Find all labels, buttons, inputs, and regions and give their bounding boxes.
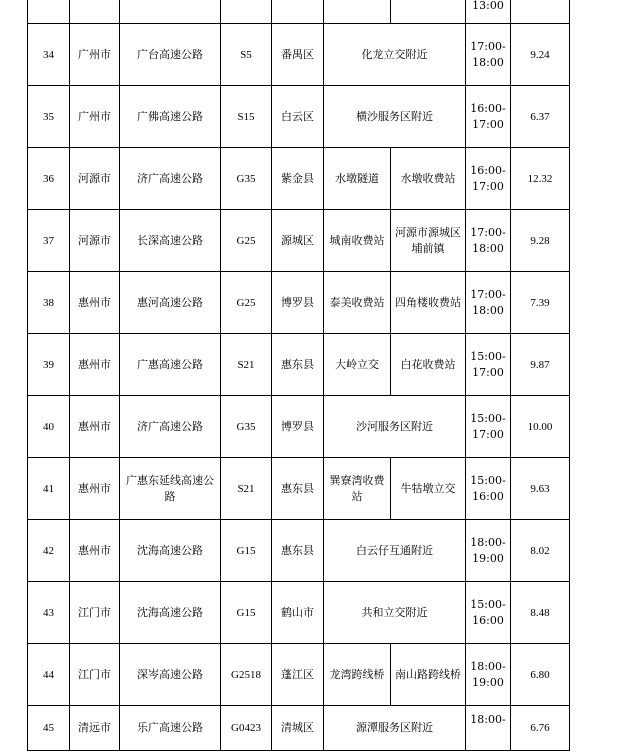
road-cell: 广台高速公路 — [120, 24, 221, 86]
time-range-cell — [466, 520, 511, 582]
city-cell: 惠州市 — [70, 520, 120, 582]
road-cell: 乐广高速公路 — [120, 706, 221, 751]
time-range-cell — [466, 0, 511, 24]
time-range-cell — [466, 582, 511, 644]
location-start-cell: 水墩隧道 — [324, 148, 391, 210]
city-cell: 河源市 — [70, 210, 120, 272]
time-end: 16:00 — [472, 613, 504, 627]
time-start: 17:00- — [470, 39, 506, 53]
value-cell: 8.48 — [511, 582, 570, 644]
seq-cell: 41 — [28, 458, 70, 520]
road-cell: 长深高速公路 — [120, 210, 221, 272]
location-end-cell: 牛牯墩立交 — [391, 458, 466, 520]
city-cell: 惠州市 — [70, 458, 120, 520]
district-cell: 惠东县 — [272, 334, 324, 396]
congestion-table — [27, 0, 570, 751]
district-cell: 紫金县 — [272, 148, 324, 210]
time-range-cell — [466, 458, 511, 520]
road-cell: 广佛高速公路 — [120, 86, 221, 148]
city-cell: 惠州市 — [70, 272, 120, 334]
time-start: 17:00- — [470, 287, 506, 301]
seq-cell: 42 — [28, 520, 70, 582]
city-cell: 惠州市 — [70, 396, 120, 458]
value-cell: 9.24 — [511, 24, 570, 86]
time-start: 18:00- — [470, 713, 506, 726]
city-cell: 江门市 — [70, 644, 120, 706]
road-cell: 广惠高速公路 — [120, 334, 221, 396]
road-cell: 惠河高速公路 — [120, 272, 221, 334]
district-cell: 博罗县 — [272, 396, 324, 458]
location-cell: 横沙服务区附近 — [324, 86, 466, 148]
time-start: 15:00- — [470, 411, 506, 425]
road-code-cell: G25 — [221, 272, 272, 334]
road-code-cell: S21 — [221, 334, 272, 396]
time-end: 17:00 — [472, 427, 504, 441]
time-end: 16:00 — [472, 489, 504, 503]
value-cell: 8.02 — [511, 520, 570, 582]
district-cell: 白云区 — [272, 86, 324, 148]
road-code-cell: G35 — [221, 396, 272, 458]
road-cell: 济广高速公路 — [120, 396, 221, 458]
location-end-cell: 白花收费站 — [391, 334, 466, 396]
city-cell: 江门市 — [70, 582, 120, 644]
time-range-cell — [466, 396, 511, 458]
time-end: 19:00 — [472, 551, 504, 565]
value-cell: 6.76 — [511, 706, 570, 751]
location-end-cell — [391, 0, 466, 24]
road-code-cell: G2518 — [221, 644, 272, 706]
time-range-cell — [466, 706, 511, 751]
time-end: 17:00 — [472, 179, 504, 193]
district-cell: 惠东县 — [272, 520, 324, 582]
road-code-cell: S21 — [221, 458, 272, 520]
time-range-cell — [466, 24, 511, 86]
road-code-cell: G0423 — [221, 706, 272, 751]
location-cell: 共和立交附近 — [324, 582, 466, 644]
time-range-cell — [466, 644, 511, 706]
city-cell: 河源市 — [70, 148, 120, 210]
time-start: 16:00- — [470, 101, 506, 115]
table-row — [28, 86, 570, 148]
location-start-cell: 城南收费站 — [324, 210, 391, 272]
time-end: 18:00 — [472, 303, 504, 317]
location-end-cell: 四角楼收费站 — [391, 272, 466, 334]
location-end-cell: 水墩收费站 — [391, 148, 466, 210]
location-cell: 白云仔互通附近 — [324, 520, 466, 582]
table-row — [28, 210, 570, 272]
table-row — [28, 644, 570, 706]
time-start: 18:00- — [470, 659, 506, 673]
location-start-cell: 龙湾跨线桥 — [324, 644, 391, 706]
location-cell: 化龙立交附近 — [324, 24, 466, 86]
table-body — [28, 0, 570, 751]
time-range-cell — [466, 86, 511, 148]
seq-cell: 43 — [28, 582, 70, 644]
district-cell: 鹤山市 — [272, 582, 324, 644]
time-start: 15:00- — [470, 349, 506, 363]
seq-cell: 44 — [28, 644, 70, 706]
table-row — [28, 334, 570, 396]
time-end: 18:00 — [472, 241, 504, 255]
time-start: 15:00- — [470, 597, 506, 611]
city-cell: 清远市 — [70, 706, 120, 751]
time-range-cell — [466, 210, 511, 272]
seq-cell: 38 — [28, 272, 70, 334]
location-end-cell: 河源市源城区埔前镇 — [391, 210, 466, 272]
time-range-cell — [466, 334, 511, 396]
city-cell: 广州市 — [70, 86, 120, 148]
road-code-cell: S15 — [221, 86, 272, 148]
table-row — [28, 520, 570, 582]
time-start: 15:00- — [470, 473, 506, 487]
road-cell: 济广高速公路 — [120, 148, 221, 210]
location-start-cell: 泰美收费站 — [324, 272, 391, 334]
district-cell: 蓬江区 — [272, 644, 324, 706]
seq-cell: 36 — [28, 148, 70, 210]
value-cell: 9.87 — [511, 334, 570, 396]
district-cell: 清城区 — [272, 706, 324, 751]
time-start: 16:00- — [470, 163, 506, 177]
value-cell: 10.00 — [511, 396, 570, 458]
value-cell: 6.80 — [511, 644, 570, 706]
road-cell — [120, 0, 221, 24]
seq-cell: 34 — [28, 24, 70, 86]
road-code-cell: G15 — [221, 520, 272, 582]
city-cell: 广州市 — [70, 24, 120, 86]
time-end: 19:00 — [472, 675, 504, 689]
location-cell: 沙河服务区附近 — [324, 396, 466, 458]
district-cell: 源城区 — [272, 210, 324, 272]
value-cell: 7.39 — [511, 272, 570, 334]
road-code-cell: G15 — [221, 582, 272, 644]
time-end: 17:00 — [472, 365, 504, 379]
value-cell: 9.63 — [511, 458, 570, 520]
table-row — [28, 148, 570, 210]
seq-cell: 37 — [28, 210, 70, 272]
road-cell: 广惠东延线高速公路 — [120, 458, 221, 520]
seq-cell — [28, 0, 70, 24]
time-range-cell — [466, 272, 511, 334]
time-start: 17:00- — [470, 225, 506, 239]
value-cell — [511, 0, 570, 24]
location-cell: 源潭服务区附近 — [324, 706, 466, 751]
road-code-cell — [221, 0, 272, 24]
road-cell: 深岑高速公路 — [120, 644, 221, 706]
city-cell — [70, 0, 120, 24]
seq-cell: 35 — [28, 86, 70, 148]
district-cell: 博罗县 — [272, 272, 324, 334]
time-start: 18:00- — [470, 535, 506, 549]
time-end: 18:00 — [472, 55, 504, 69]
district-cell: 番禺区 — [272, 24, 324, 86]
value-cell: 9.28 — [511, 210, 570, 272]
table-row — [28, 582, 570, 644]
district-cell — [272, 0, 324, 24]
location-end-cell: 南山路跨线桥 — [391, 644, 466, 706]
table-row — [28, 706, 570, 751]
time-range-cell — [466, 148, 511, 210]
table-row — [28, 24, 570, 86]
time-end: 13:00 — [472, 0, 504, 12]
seq-cell: 40 — [28, 396, 70, 458]
city-cell: 惠州市 — [70, 334, 120, 396]
location-start-cell: 大岭立交 — [324, 334, 391, 396]
value-cell: 6.37 — [511, 86, 570, 148]
table-row — [28, 396, 570, 458]
seq-cell: 39 — [28, 334, 70, 396]
road-cell: 沈海高速公路 — [120, 582, 221, 644]
value-cell: 12.32 — [511, 148, 570, 210]
seq-cell: 45 — [28, 706, 70, 751]
road-cell: 沈海高速公路 — [120, 520, 221, 582]
road-code-cell: G25 — [221, 210, 272, 272]
road-code-cell: S5 — [221, 24, 272, 86]
location-start-cell — [324, 0, 391, 24]
road-code-cell: G35 — [221, 148, 272, 210]
table-row — [28, 0, 570, 24]
time-end: 17:00 — [472, 117, 504, 131]
district-cell: 惠东县 — [272, 458, 324, 520]
location-start-cell: 巽寮湾收费站 — [324, 458, 391, 520]
time-end — [469, 728, 507, 744]
table-row — [28, 272, 570, 334]
table-row — [28, 458, 570, 520]
